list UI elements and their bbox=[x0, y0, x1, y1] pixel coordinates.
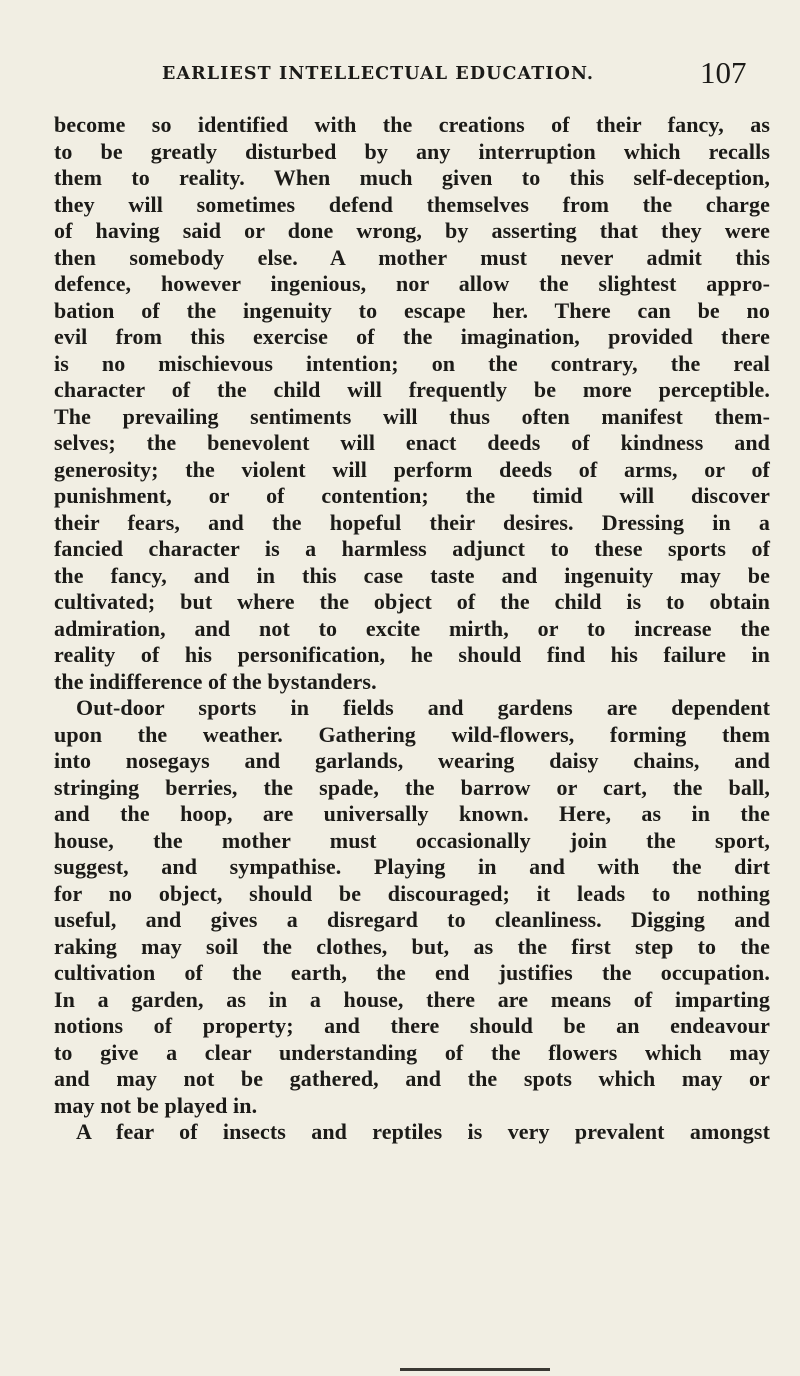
text-line: the indifference of the bystanders. bbox=[54, 668, 377, 694]
text-line: and may not be gathered, and the spots which may or bbox=[54, 1066, 770, 1091]
text-line: The prevailing sentiments will thus often manifest them- bbox=[54, 403, 770, 429]
text-line: them to reality. When much given to this self-deception, bbox=[54, 165, 770, 190]
running-title: EARLIEST INTELLECTUAL EDUCATION. bbox=[162, 64, 595, 84]
text-line: A fear of insects and reptiles is very prevalent amongst bbox=[76, 1119, 770, 1144]
text-line: of having said or done wrong, by asserting that they were bbox=[54, 218, 770, 243]
text-line: Out-door sports in fields and gardens are dependent bbox=[76, 695, 770, 720]
text-line: bation of the ingenuity to escape her. There can be no bbox=[54, 297, 770, 323]
text-line: their fears, and the hopeful their desires. Dressing in a bbox=[54, 509, 770, 535]
text-line: cultivated; but where the object of the child is to obtain bbox=[54, 589, 770, 614]
text-line: generosity; the violent will perform deeds of arms, or of bbox=[54, 456, 770, 482]
text-line: reality of his personification, he should find his failure in bbox=[54, 642, 770, 667]
text-line: fancied character is a harmless adjunct to these sports of bbox=[54, 536, 770, 561]
text-line: raking may soil the clothes, but, as the first step to the bbox=[54, 933, 770, 959]
text-line: into nosegays and garlands, wearing daisy chains, and bbox=[54, 748, 770, 773]
text-line: then somebody else. A mother must never admit this bbox=[54, 244, 770, 270]
text-line: they will sometimes defend themselves from the charge bbox=[54, 191, 770, 217]
text-line: stringing berries, the spade, the barrow or cart, the ball, bbox=[54, 774, 770, 800]
text-line: defence, however ingenious, nor allow the slightest appro- bbox=[54, 271, 770, 296]
text-line: and the hoop, are universally known. Here, as in the bbox=[54, 801, 770, 826]
page-number: 107 bbox=[700, 55, 747, 90]
text-line: to be greatly disturbed by any interruption which recalls bbox=[54, 138, 770, 164]
text-line: for no object, should be discouraged; it leads to nothing bbox=[54, 880, 770, 906]
text-line: evil from this exercise of the imagination, provided there bbox=[54, 324, 770, 349]
text-line: cultivation of the earth, the end justifies the occupation. bbox=[54, 960, 770, 985]
text-line: may not be played in. bbox=[54, 1092, 258, 1118]
text-line: the fancy, and in this case taste and ingenuity may be bbox=[54, 562, 770, 588]
text-line: become so identified with the creations of their fancy, as bbox=[54, 112, 770, 137]
text-line: character of the child will frequently be more perceptible. bbox=[54, 377, 770, 402]
text-line: In a garden, as in a house, there are means of imparting bbox=[54, 986, 770, 1012]
text-line: is no mischievous intention; on the contrary, the real bbox=[54, 350, 770, 376]
text-line: suggest, and sympathise. Playing in and with the dirt bbox=[54, 854, 770, 879]
text-line: selves; the benevolent will enact deeds of kindness and bbox=[54, 430, 770, 455]
text-line: upon the weather. Gathering wild-flowers, forming them bbox=[54, 721, 770, 747]
text-line: house, the mother must occasionally join the sport, bbox=[54, 827, 770, 853]
running-head bbox=[0, 52, 800, 92]
text-line: notions of property; and there should be an endeavour bbox=[54, 1013, 770, 1038]
text-line: admiration, and not to excite mirth, or to increase the bbox=[54, 615, 770, 641]
text-line: punishment, or of contention; the timid will discover bbox=[54, 483, 770, 508]
body-text bbox=[54, 112, 770, 1146]
text-line: useful, and gives a disregard to cleanliness. Digging and bbox=[54, 907, 770, 932]
page-edge-mark bbox=[400, 1368, 550, 1371]
text-line: to give a clear understanding of the flowers which may bbox=[54, 1039, 770, 1065]
